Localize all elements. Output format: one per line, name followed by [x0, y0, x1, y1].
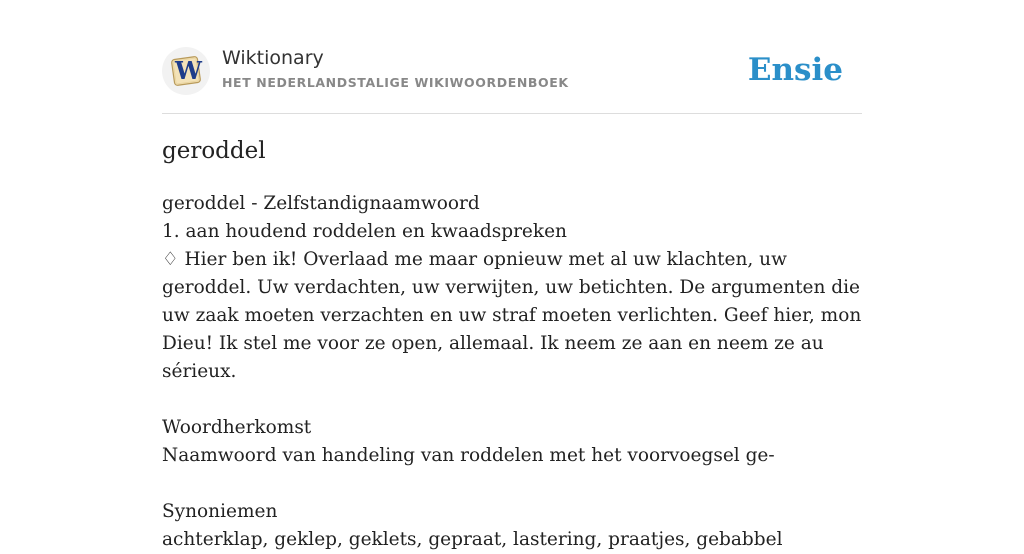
synonyms-heading: Synoniemen	[162, 501, 278, 522]
part-of-speech-line: geroddel - Zelfstandignaamwoord	[162, 193, 480, 214]
entry-content	[162, 190, 862, 554]
ensie-brand-link[interactable]: Ensie	[747, 52, 843, 88]
wiktionary-logo[interactable]	[162, 47, 210, 95]
etymology-heading: Woordherkomst	[162, 417, 312, 438]
logo-letter: W	[175, 56, 202, 85]
site-name[interactable]: Wiktionary	[222, 47, 324, 69]
site-header	[162, 44, 862, 96]
etymology-text: Naamwoord van handeling van roddelen met het voorvoegsel ge-	[162, 445, 775, 466]
header-divider	[162, 113, 862, 114]
synonyms-text: achterklap, geklep, geklets, gepraat, lastering, praatjes, gebabbel	[162, 529, 783, 550]
site-subtitle: HET NEDERLANDSTALIGE WIKIWOORDENBOEK	[222, 75, 569, 90]
example-quote: ♢ Hier ben ik! Overlaad me maar opnieuw met al uw klachten, uw geroddel. Uw verdachten, uw verwijten, uw betichten. De argumenten die uw zaak moeten verzachten en uw straf moeten verlichten. Geef hier, mon Dieu! Ik stel me voor ze open, allemaal. Ik neem ze aan en neem ze au sérieux.	[162, 249, 862, 382]
definition: 1. aan houdend roddelen en kwaadspreken	[162, 221, 567, 242]
page-title: geroddel	[162, 138, 266, 164]
page	[162, 0, 862, 550]
